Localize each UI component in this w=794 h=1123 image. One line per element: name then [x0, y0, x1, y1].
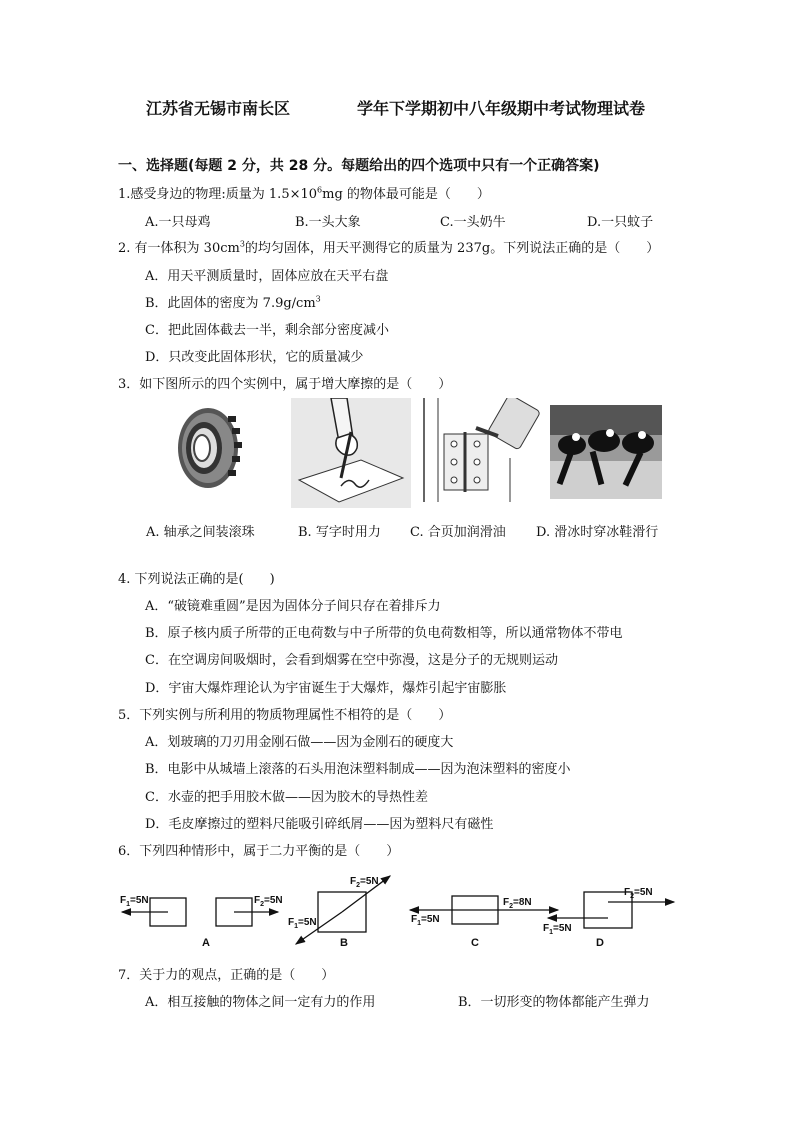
- q4-option-a: A．“破镜难重圆”是因为固体分子间只存在着排斥力: [145, 599, 441, 614]
- title-right: 学年下学期初中八年级期中考试物理试卷: [357, 99, 646, 118]
- fig-label-d: D: [596, 937, 604, 949]
- q7-option-b: B．一切形变的物体都能产生弹力: [458, 995, 650, 1010]
- force-c-f1: $F_1=5N$: [411, 914, 440, 927]
- bearing-picture: [168, 402, 244, 494]
- q1-option-a: A.一只母鸡: [145, 215, 211, 230]
- fig-label-a: A: [202, 937, 210, 949]
- q1-option-b: B.一头大象: [295, 215, 361, 230]
- section-heading: 一、选择题(每题 2 分，共 28 分。每题给出的四个选项中只有一个正确答案): [118, 158, 600, 174]
- q5-option-c: C．水壶的把手用胶木做——因为胶木的导热性差: [145, 790, 428, 805]
- q2-option-a: A．用天平测质量时，固体应放在天平右盘: [145, 269, 389, 284]
- q7-stem: 7．关于力的观点，正确的是（ ）: [118, 968, 335, 983]
- q2-option-c: C．把此固体截去一半，剩余部分密度减小: [145, 323, 389, 338]
- force-a-f2: $F_2=5N$: [254, 895, 283, 908]
- fig-label-c: C: [471, 937, 479, 949]
- q3-caption-d: D. 滑冰时穿冰鞋滑行: [536, 525, 659, 540]
- q3-caption-b: B. 写字时用力: [298, 525, 381, 540]
- force-c-f2: $F_2=8N$: [503, 897, 532, 910]
- q3-caption-c: C. 合页加润滑油: [410, 525, 506, 540]
- q2-option-d: D．只改变此固体形状，它的质量减少: [145, 350, 364, 365]
- force-a-f1: $F_1=5N$: [120, 895, 149, 908]
- q1-option-c: C.一头奶牛: [440, 215, 506, 230]
- q1-option-d: D.一只蚊子: [587, 215, 654, 230]
- title-left: 江苏省无锡市南长区: [146, 99, 291, 118]
- q2-stem: 2. 有一体积为 $30cm^3$的均匀固体，用天平测得它的质量为 237g。下列说法正确的是（ ）: [118, 239, 660, 256]
- q3-caption-a: A. 轴承之间装滚珠: [146, 525, 255, 540]
- force-b-f1: $F_1=5N$: [288, 917, 317, 930]
- q5-option-b: B．电影中从城墙上滚落的石头用泡沫塑料制成——因为泡沫塑料的密度小: [145, 762, 571, 777]
- q5-stem: 5．下列实例与所利用的物质物理属性不相符的是（ ）: [118, 708, 452, 723]
- writing-picture: [291, 398, 411, 508]
- q2-option-b: B．此固体的密度为 $7.9g/cm^3$: [145, 294, 321, 311]
- q4-option-b: B．原子核内质子所带的正电荷数与中子所带的负电荷数相等，所以通常物体不带电: [145, 626, 623, 641]
- q5-option-d: D．毛皮摩擦过的塑料尺能吸引碎纸屑——因为塑料尺有磁性: [145, 817, 494, 832]
- force-d-f2: $F_2=5N$: [624, 887, 653, 900]
- skating-picture: [550, 405, 662, 499]
- q5-option-a: A．划玻璃的刀刃用金刚石做——因为金刚石的硬度大: [145, 735, 454, 750]
- q4-option-c: C．在空调房间吸烟时，会看到烟雾在空中弥漫，这是分子的无规则运动: [145, 653, 558, 668]
- q3-stem: 3．如下图所示的四个实例中，属于增大摩擦的是（ ）: [118, 377, 452, 392]
- q4-option-d: D．宇宙大爆炸理论认为宇宙诞生于大爆炸，爆炸引起宇宙膨胀: [145, 681, 507, 696]
- q7-option-a: A．相互接触的物体之间一定有力的作用: [145, 995, 376, 1010]
- fig-label-b: B: [340, 937, 348, 949]
- q4-stem: 4. 下列说法正确的是( ): [118, 572, 275, 587]
- force-d-f1: $F_1=5N$: [543, 923, 572, 936]
- hinge-picture: [418, 398, 540, 502]
- q6-stem: 6．下列四种情形中，属于二力平衡的是（ ）: [118, 844, 400, 859]
- force-b-f2: $F_2=5N$: [350, 876, 379, 889]
- q1-stem: 1.感受身边的物理:质量为 $1.5\times 10^6mg$ 的物体最可能是（ ）: [118, 185, 490, 202]
